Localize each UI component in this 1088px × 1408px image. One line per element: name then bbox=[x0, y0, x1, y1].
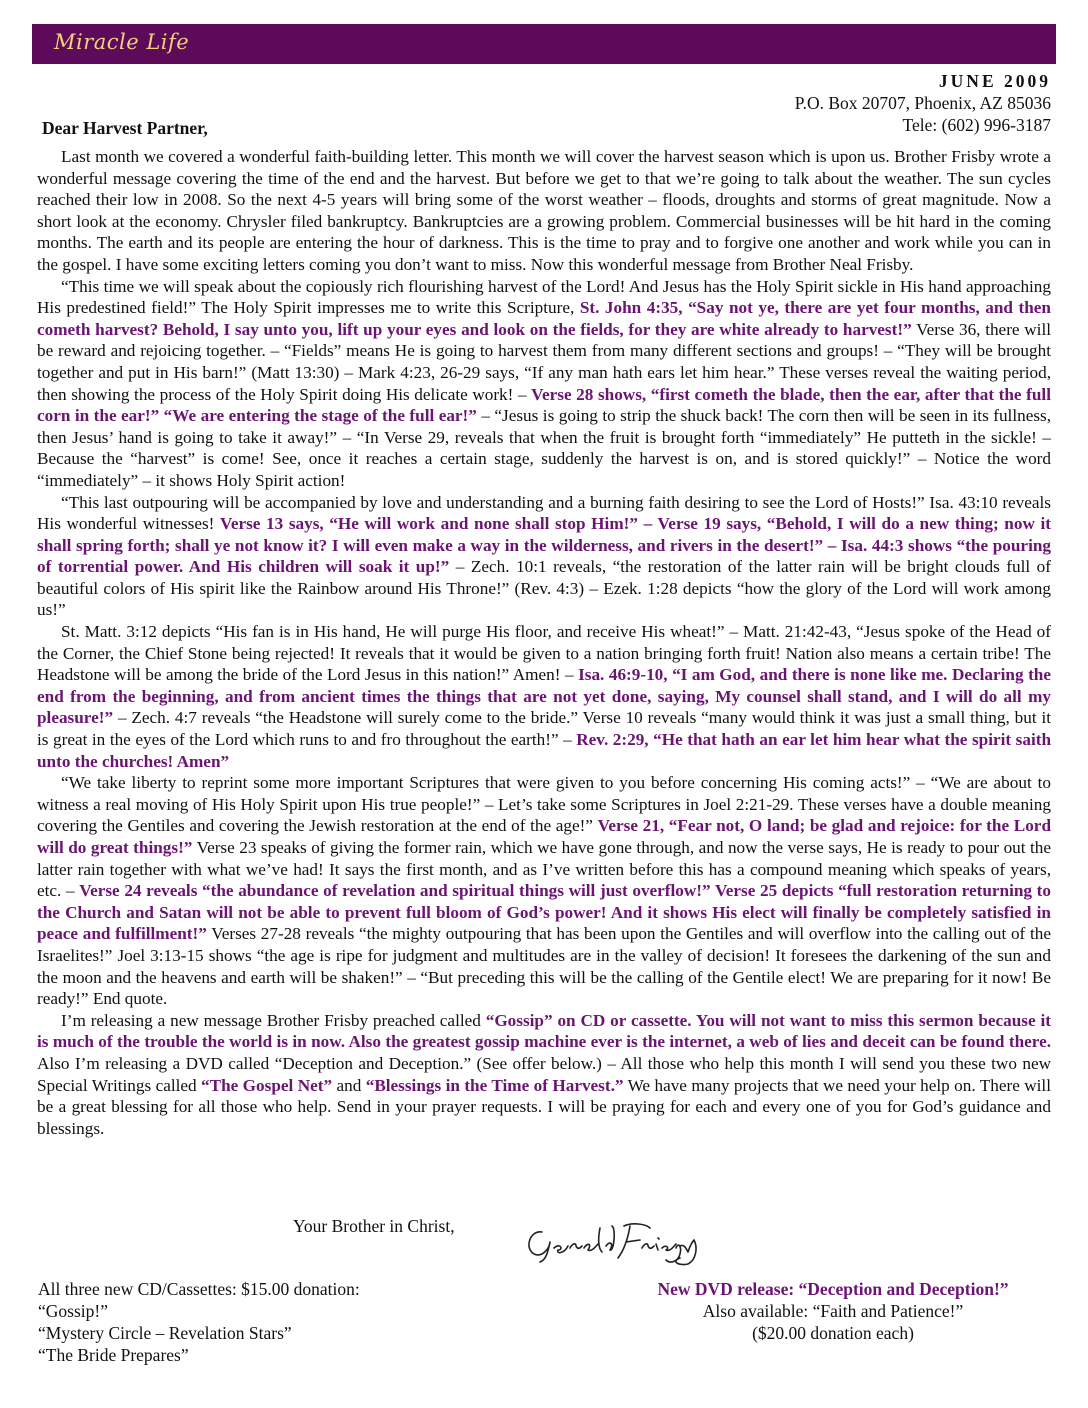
letter-text: Also I’m releasing a DVD called “Deception and Deception.” (See offer below.) – All those who help this month I will send you these two new Special Writings called bbox=[37, 1053, 1051, 1095]
scripture-quote: “Gossip” on CD or cassette. You will not want to miss this sermon because it is much of the trouble the world is in now. Also the greatest gossip machine ever is the internet, a web of lies and deceit can be found there. bbox=[37, 1010, 1051, 1052]
phone-number: Tele: (602) 996-3187 bbox=[902, 115, 1051, 135]
letter-text: Last month we covered a wonderful faith-building letter. This month we will cover the harvest season which is upon us. Brother Frisby wrote a wonderful message covering the time of the end and the harvest. But before we get to that we’re going to talk about the weather. The sun cycles reached their low in 2008. So the next 4-5 years will bring some of the worst weather – floods, droughts and storms of great magnitude. Now a short look at the economy. Chrysler filed bankruptcy. Bankruptcies are a growing problem. Commercial businesses will be hit hard in the coming months. The earth and its people are entering the hour of darkness. This is the time to pray and to forgive one another and work while you can in the gospel. I have some exciting letters coming you don’t want to miss. Now this wonderful message from Brother Neal Frisby. bbox=[37, 147, 1051, 274]
letter-text: Verse 23 speaks of giving the former rain, which we have gone through, and now the verse says, He is ready to pour out the latter rain together with what we’ve had! It says the first month, and as I’ve written before this has a compound meaning which speaks of years, etc. – bbox=[37, 838, 1052, 901]
cd-offer-item: “Gossip!” bbox=[38, 1301, 108, 1321]
header-banner bbox=[32, 24, 1056, 64]
cd-offer-heading: All three new CD/Cassettes: $15.00 donation: bbox=[38, 1279, 360, 1299]
letter-paragraph bbox=[37, 146, 1051, 276]
scripture-quote: Verse 28 shows, “first cometh the blade, then the ear, after that the full corn in the ear!” “We are entering the stage of the full ear!” bbox=[37, 384, 1051, 426]
scripture-quote: Isa. 46:9-10, “I am God, and there is none like me. Declaring the end from the beginning, and from ancient times the things that are not yet done, saying, My counsel shall stand, and I will do all my pleasure!” bbox=[37, 665, 1051, 728]
letter-text: St. Matt. 3:12 depicts “His fan is in His hand, He will purge His floor, and receive His wheat!” – Matt. 21:42-43, “Jesus spoke of the Head of the Corner, the Chief Stone being rejected! It reveals that it would be given to a nation bringing forth fruit! Nation also means a certain tribe! The Headstone will be among the bride of the Lord Jesus in this nation!” Amen! – bbox=[37, 622, 1051, 685]
scripture-quote: St. John 4:35, “Say not ye, there are yet four months, and then cometh harvest? Behold, I say unto you, lift up your eyes and look on the fields, for they are white already to harvest!” bbox=[37, 298, 1051, 339]
letter-text: “This last outpouring will be accompanied by love and understanding and a burning faith desiring to see the Lord of Hosts!” Isa. 43:10 reveals His wonderful witnesses! bbox=[37, 492, 1051, 534]
letter-paragraph bbox=[37, 492, 1051, 622]
letter-paragraph bbox=[37, 621, 1051, 772]
salutation: Dear Harvest Partner, bbox=[42, 118, 208, 138]
letter-text: “This time we will speak about the copiously rich flourishing harvest of the Lord! And Jesus has the Holy Spirit sickle in His hand approaching His predestined field!” The Holy Spirit impresses me to write this Scripture, bbox=[37, 276, 1051, 318]
cd-offer bbox=[38, 1278, 360, 1366]
letter-text: Verse 36, there will be reward and rejoicing together. – “Fields” means He is going to harvest them from many different sections and groups! – “They will be brought together and put in His barn!” (Matt 13:30) – Mark 4:23, 26-29 says, “If any man hath ears let him hear.” These verses reveal the waiting period, then showing the process of the Holy Spirit doing His delicate work! – bbox=[37, 319, 1052, 404]
letter-body bbox=[37, 146, 1051, 1139]
letter-text: – Zech. 10:1 reveals, “the restoration of the latter rain will be bright clouds full of beautiful colors of His spirit like the Rainbow around His Throne!” (Rev. 4:3) – Ezek. 1:28 depicts “how the glory of the Lord will work among us!” bbox=[37, 557, 1051, 620]
scripture-quote: Verse 13 says, “He will work and none shall stop Him!” – Verse 19 says, “Behold, I will do a new thing; now it shall spring forth; shall ye not know it? I will even make a way in the wilderness, and rivers in the desert!” – Isa. 44:3 shows “the pouring of torrential power. And His children will soak it up!” bbox=[37, 514, 1051, 577]
dvd-offer-price: ($20.00 donation each) bbox=[752, 1323, 914, 1343]
letter-date: JUNE 2009 bbox=[938, 71, 1051, 91]
letter-text: We have many projects that we need your help on. There will be a great blessing for all those who help. Send in your prayer requests. I will be praying for each and every one of you for God’s guidance and blessings. bbox=[37, 1075, 1051, 1138]
letter-paragraph bbox=[37, 1010, 1051, 1140]
letter-text: I’m releasing a new message Brother Frisby preached called bbox=[61, 1010, 486, 1030]
dvd-offer-heading: New DVD release: “Deception and Deception!” bbox=[657, 1279, 1009, 1299]
letter-text: – “Jesus is going to strip the shuck back! The corn then will be seen in its fullness, then Jesus’ hand is going to take it away!” – “In Verse 29, reveals that when the fruit is brought forth “immediately” He putteth in the sickle! – Because the “harvest” is come! See, once it reaches a certain stage, suddenly the harvest is on, and is stored quickly!” – Notice the word “immediately” – it shows Holy Spirit action! bbox=[37, 406, 1052, 490]
letter-text: – Zech. 4:7 reveals “the Headstone will surely come to the bride.” Verse 10 reveals “many would think it was just a small thing, but it is great in the eyes of the Lord which runs to and fro throughout the earth!” – bbox=[37, 708, 1051, 750]
mailing-address: P.O. Box 20707, Phoenix, AZ 85036 bbox=[794, 93, 1051, 113]
letter-text: and bbox=[332, 1075, 366, 1095]
dvd-offer bbox=[610, 1278, 1056, 1344]
banner-title: Miracle Life bbox=[54, 30, 190, 54]
letter-paragraph bbox=[37, 276, 1051, 492]
scripture-quote: Verse 21, “Fear not, O land; be glad and rejoice: for the Lord will do great things!” bbox=[37, 816, 1051, 857]
letter-paragraph bbox=[37, 772, 1051, 1010]
signature-image bbox=[520, 1218, 720, 1268]
scripture-quote: Rev. 2:29, “He that hath an ear let him hear what the spirit saith unto the churches! Amen” bbox=[37, 730, 1052, 771]
cd-offer-item: “Mystery Circle – Revelation Stars” bbox=[38, 1323, 292, 1343]
scripture-quote: “The Gospel Net” bbox=[201, 1075, 333, 1095]
scripture-quote: “Blessings in the Time of Harvest.” bbox=[365, 1075, 624, 1095]
letter-text: “We take liberty to reprint some more important Scriptures that were given to you before concerning His coming acts!” – “We are about to witness a real moving of His Holy Spirit upon His true people!” – Let’s take some Scriptures in Joel 2:21-29. These verses have a double meaning covering the Gentiles and covering the Jewish restoration at the end of the age!” bbox=[37, 773, 1051, 836]
scripture-quote: Verse 24 reveals “the abundance of revelation and spiritual things will just overflow!” Verse 25 depicts “full restoration returning to the Church and Satan will not be able to prevent full bloom of God’s power! And it shows His elect will finally be completely satisfied in peace and fulfillment!” bbox=[37, 881, 1051, 944]
letter-header bbox=[795, 70, 1051, 136]
letter-text: Verses 27-28 reveals “the mighty outpouring that has been upon the Gentiles and will overflow into the calling out of the Israelites!” Joel 3:13-15 shows “the age is ripe for judgment and multitudes are in the valley of decision! It foresees the darkening of the sun and the moon and the heavens and earth will be shaken!” – “But preceding this will be the calling of the Gentile elect! We are preparing for it now! Be ready!” End quote. bbox=[37, 924, 1051, 1009]
cd-offer-item: “The Bride Prepares” bbox=[38, 1345, 189, 1365]
closing-line: Your Brother in Christ, bbox=[293, 1216, 455, 1236]
dvd-offer-also: Also available: “Faith and Patience!” bbox=[702, 1301, 964, 1321]
